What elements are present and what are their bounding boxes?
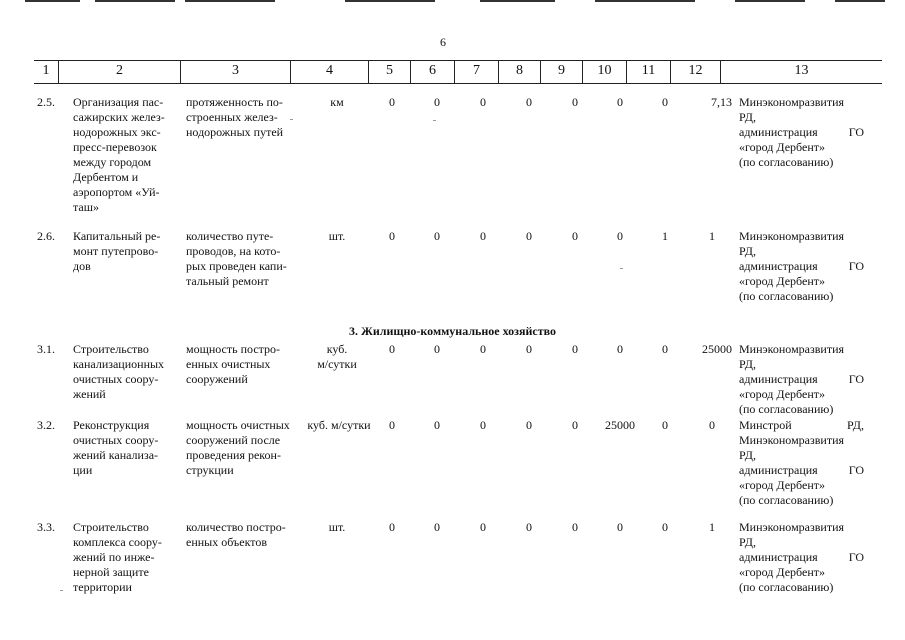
indicator: [186, 418, 304, 478]
scan-top-edge: [95, 0, 175, 2]
indicator-line: сооружений после: [186, 433, 281, 447]
measure-name-line: жений по инже-: [73, 550, 155, 564]
value-col-10: 0: [617, 229, 623, 243]
org-word: администрация: [739, 463, 818, 477]
header-cell-2: 2: [58, 61, 180, 83]
unit-line: км: [330, 95, 344, 109]
org-word: (по согласованию): [739, 155, 834, 169]
org-line: [739, 402, 864, 417]
value-col-9: 0: [572, 95, 578, 109]
value-col-5: 0: [389, 342, 395, 356]
unit: [306, 229, 368, 244]
measure-name-line: дов: [73, 259, 91, 273]
measure-name-line: пресс-перевозок: [73, 140, 157, 154]
header-cell-3: 3: [180, 61, 290, 83]
value-col-11: 0: [662, 342, 668, 356]
measure-name-line: комплекса соору-: [73, 535, 162, 549]
org-word: Минэкономразвития: [739, 95, 845, 109]
indicator: [186, 229, 304, 289]
row-number: 3.1.: [37, 342, 55, 356]
value-col-11: 0: [662, 520, 668, 534]
scan-top-edge: [595, 0, 695, 2]
org-word: (по согласованию): [739, 493, 834, 507]
org-line: [739, 274, 864, 289]
org-word: «город Дербент»: [739, 274, 825, 288]
unit-line: куб. м/сутки: [307, 418, 371, 432]
org-word: «город Дербент»: [739, 478, 825, 492]
value-col-10: 0: [617, 342, 623, 356]
header-cell-1: 1: [42, 63, 50, 78]
org-line: [739, 418, 864, 433]
scan-top-edge: [735, 0, 805, 2]
value-col-9: 0: [572, 520, 578, 534]
org-word: ГО: [848, 125, 864, 139]
measure-name-line: сажирских желез-: [73, 110, 165, 124]
value-col-11: 1: [662, 229, 668, 243]
value-col-11: 0: [662, 95, 668, 109]
unit-line: шт.: [328, 229, 346, 243]
org-line: [739, 357, 864, 372]
scan-top-edge: [25, 0, 80, 2]
responsible-org: [739, 418, 864, 508]
responsible-org: [739, 520, 864, 595]
org-word: ГО: [848, 372, 864, 386]
org-word: РД,: [739, 110, 756, 124]
header-cell-11: 11: [626, 61, 670, 83]
measure-name-line: Реконструкция: [73, 418, 150, 432]
measure-name-line: жений канализа-: [73, 448, 159, 462]
header-cell-10: 10: [582, 61, 626, 83]
header-cell-7: 7: [454, 61, 498, 83]
org-word: администрация: [739, 125, 818, 139]
measure-name: [73, 342, 181, 402]
measure-name-line: очистных соору-: [73, 433, 159, 447]
measure-name: [73, 418, 181, 478]
measure-name-line: Строительство: [73, 342, 149, 356]
section-title: 3. Жилищно-коммунальное хозяйство: [348, 324, 557, 338]
value-col-6: 0: [434, 229, 440, 243]
value-col-6: 0: [434, 520, 440, 534]
org-line: [739, 110, 864, 125]
value-col-7: 0: [480, 342, 486, 356]
org-word: администрация: [739, 259, 818, 273]
org-line: [739, 140, 864, 155]
value-col-5: 0: [389, 418, 395, 432]
indicator-line: протяженность по-: [186, 95, 283, 109]
scan-top-edge: [345, 0, 435, 2]
org-word: Минэкономразвития: [739, 229, 845, 243]
indicator-line: нодорожных путей: [186, 125, 284, 139]
value-col-10: 0: [617, 520, 623, 534]
org-word: (по согласованию): [739, 580, 834, 594]
indicator-line: количество путе-: [186, 229, 274, 243]
org-word: ГО: [848, 463, 864, 477]
measure-name-line: монт путепрово-: [73, 244, 159, 258]
indicator-line: проведения рекон-: [186, 448, 281, 462]
value-col-10: 0: [617, 95, 623, 109]
value-col-12: 1: [709, 520, 715, 534]
measure-name-line: очистных соору-: [73, 372, 159, 386]
org-line: [739, 125, 864, 140]
indicator-line: мощность очистных: [186, 418, 290, 432]
indicator-line: тальный ремонт: [186, 274, 269, 288]
org-line: [739, 259, 864, 274]
org-line: [739, 289, 864, 304]
org-line: [739, 244, 864, 259]
measure-name-line: таш»: [73, 200, 99, 214]
org-word: РД,: [739, 244, 756, 258]
scan-top-edge: [835, 0, 885, 2]
page-number: 6: [440, 35, 446, 49]
value-col-9: 0: [572, 342, 578, 356]
scan-top-edge: [480, 0, 555, 2]
org-line: [739, 535, 864, 550]
measure-name-line: территории: [73, 580, 132, 594]
measure-name-line: Дербентом и: [73, 170, 139, 184]
value-col-11: 0: [662, 418, 668, 432]
value-col-7: 0: [480, 520, 486, 534]
indicator-line: строенных желез-: [186, 110, 278, 124]
value-col-5: 0: [389, 95, 395, 109]
value-col-5: 0: [389, 229, 395, 243]
responsible-org: [739, 229, 864, 304]
org-line: [739, 387, 864, 402]
org-word: РД,: [739, 448, 756, 462]
measure-name-line: между городом: [73, 155, 152, 169]
org-word: Минэкономразвития: [739, 520, 845, 534]
indicator: [186, 95, 304, 140]
value-col-7: 0: [480, 95, 486, 109]
org-line: [739, 550, 864, 565]
indicator: [186, 520, 304, 550]
org-line: [739, 342, 864, 357]
measure-name: [73, 520, 181, 595]
org-word: Минэкономразвития: [739, 342, 845, 356]
row-number: 2.6.: [37, 229, 55, 243]
unit: [306, 95, 368, 110]
value-col-6: 0: [434, 418, 440, 432]
org-word: администрация: [739, 372, 818, 386]
header-cell-5: 5: [368, 61, 410, 83]
value-col-7: 0: [480, 418, 486, 432]
org-line: [739, 448, 864, 463]
value-col-5: 0: [389, 520, 395, 534]
indicator-line: количество постро-: [186, 520, 286, 534]
measure-name-line: аэропортом «Уй-: [73, 185, 160, 199]
value-col-8: 0: [526, 95, 532, 109]
org-word: Минэкономразвития: [739, 433, 845, 447]
scan-speck: [433, 120, 436, 121]
header-cell-9: 9: [540, 61, 582, 83]
indicator-line: струкции: [186, 463, 234, 477]
indicator-line: сооружений: [186, 372, 248, 386]
unit-line: м/сутки: [317, 357, 357, 371]
measure-name-line: жений: [73, 387, 106, 401]
header-cell-6: 6: [410, 61, 454, 83]
org-word: ГО: [848, 550, 864, 564]
value-col-8: 0: [526, 229, 532, 243]
org-line: [739, 463, 864, 478]
value-col-7: 0: [480, 229, 486, 243]
org-line: [739, 372, 864, 387]
value-col-6: 0: [434, 342, 440, 356]
unit-line: куб.: [326, 342, 348, 356]
value-col-12: 25000: [702, 342, 732, 356]
org-line: [739, 155, 864, 170]
scan-speck: [60, 590, 63, 591]
unit-line: шт.: [328, 520, 346, 534]
measure-name-line: канализационных: [73, 357, 165, 371]
value-col-8: 0: [526, 342, 532, 356]
measure-name-line: ции: [73, 463, 93, 477]
org-word: (по согласованию): [739, 289, 834, 303]
row-number: 3.2.: [37, 418, 55, 432]
header-cell-12: 12: [670, 61, 720, 83]
header-cell-13: 13: [720, 61, 882, 83]
table-header-row: [34, 60, 882, 84]
org-word: Минстрой: [739, 418, 792, 432]
indicator-line: мощность постро-: [186, 342, 281, 356]
indicator: [186, 342, 304, 387]
scan-top-edge: [185, 0, 275, 2]
unit: [302, 418, 376, 433]
unit: [306, 342, 368, 372]
org-word: ГО: [848, 259, 864, 273]
header-cell-4: 4: [290, 61, 368, 83]
indicator-line: проводов, на кото-: [186, 244, 281, 258]
org-line: [739, 565, 864, 580]
measure-name-line: Организация пас-: [73, 95, 164, 109]
org-word: (по согласованию): [739, 402, 834, 416]
org-line: [739, 520, 864, 535]
value-col-9: 0: [572, 418, 578, 432]
scan-speck: [620, 268, 623, 269]
org-line: [739, 478, 864, 493]
value-col-12: 7,13: [711, 95, 732, 109]
org-line: [739, 493, 864, 508]
indicator-line: енных очистных: [186, 357, 271, 371]
org-word: «город Дербент»: [739, 140, 825, 154]
value-col-12: 0: [709, 418, 715, 432]
org-word: «город Дербент»: [739, 565, 825, 579]
org-line: [739, 95, 864, 110]
value-col-8: 0: [526, 418, 532, 432]
row-number: 2.5.: [37, 95, 55, 109]
header-cell-8: 8: [498, 61, 540, 83]
org-word: РД,: [739, 357, 756, 371]
measure-name-line: нерной защите: [73, 565, 149, 579]
org-line: [739, 580, 864, 595]
responsible-org: [739, 342, 864, 417]
value-col-8: 0: [526, 520, 532, 534]
unit: [306, 520, 368, 535]
org-word: администрация: [739, 550, 818, 564]
org-word: РД,: [739, 535, 756, 549]
value-col-12: 1: [709, 229, 715, 243]
org-word: РД,: [847, 418, 864, 432]
measure-name-line: Капитальный ре-: [73, 229, 161, 243]
value-col-9: 0: [572, 229, 578, 243]
value-col-10: 25000: [605, 418, 635, 432]
indicator-line: рых проведен капи-: [186, 259, 287, 273]
indicator-line: енных объектов: [186, 535, 267, 549]
measure-name: [73, 229, 181, 274]
measure-name-line: Строительство: [73, 520, 149, 534]
scan-speck: [290, 119, 293, 120]
org-line: [739, 433, 864, 448]
org-word: «город Дербент»: [739, 387, 825, 401]
measure-name: [73, 95, 181, 215]
value-col-6: 0: [434, 95, 440, 109]
row-number: 3.3.: [37, 520, 55, 534]
measure-name-line: нодорожных экс-: [73, 125, 161, 139]
org-line: [739, 229, 864, 244]
responsible-org: [739, 95, 864, 170]
